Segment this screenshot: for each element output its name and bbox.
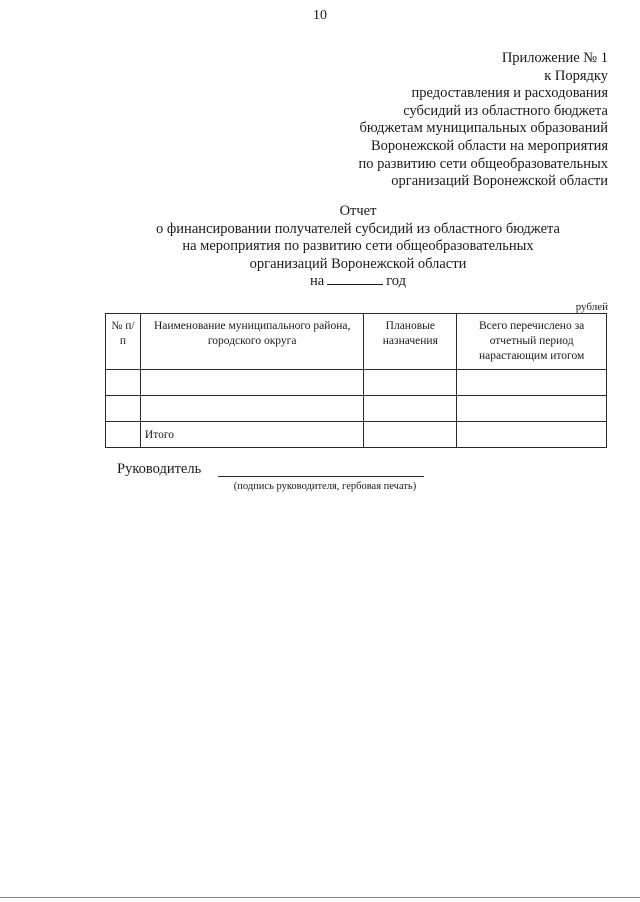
signature-line[interactable] (218, 476, 424, 477)
table-cell[interactable] (140, 396, 363, 422)
table-cell[interactable] (106, 422, 141, 448)
table-cell[interactable] (364, 422, 457, 448)
year-prefix: на (310, 273, 325, 290)
table-cell[interactable] (364, 396, 457, 422)
report-subtitle-line: о финансировании получателей субсидий из областного бюджета (156, 220, 560, 237)
appendix-line: к Порядку (544, 67, 608, 84)
appendix-line: предоставления и расходования (411, 85, 608, 102)
table-row (106, 370, 607, 396)
report-title: Отчет (339, 203, 377, 219)
page-bottom-rule (0, 897, 640, 898)
currency-note: рублей (575, 301, 608, 313)
total-label: Итого (140, 422, 363, 448)
year-suffix: год (386, 273, 406, 290)
signature-caption: (подпись руководителя, гербовая печать) (233, 481, 417, 492)
header-number: № п/п (106, 314, 141, 370)
table-cell[interactable] (140, 370, 363, 396)
appendix-line: Приложение № 1 (501, 50, 608, 66)
table-row (106, 396, 607, 422)
appendix-line: организаций Воронежской области (391, 173, 608, 190)
signature-label: Руководитель (117, 461, 202, 477)
report-subtitle-line: на мероприятия по развитию сети общеобразовательных (182, 238, 534, 255)
appendix-line: бюджетам муниципальных образований (359, 120, 608, 137)
report-table (105, 313, 607, 448)
appendix-line: субсидий из областного бюджета (403, 102, 608, 119)
table-cell[interactable] (457, 422, 607, 448)
report-year-line (0, 273, 640, 291)
page-number: 10 (313, 8, 327, 23)
header-planned: Плановые назначения (364, 314, 457, 370)
table-total-row (106, 422, 607, 448)
header-transferred: Всего перечислено за отчетный период нарастающим итогом (457, 314, 607, 370)
table-cell[interactable] (106, 370, 141, 396)
year-blank[interactable] (327, 273, 383, 285)
appendix-line: по развитию сети общеобразовательных (358, 155, 608, 172)
table-cell[interactable] (106, 396, 141, 422)
table-header-row (106, 314, 607, 370)
report-title-block (0, 203, 640, 291)
table-cell[interactable] (457, 396, 607, 422)
header-municipality: Наименование муниципального района, городского округа (140, 314, 363, 370)
table-cell[interactable] (457, 370, 607, 396)
appendix-line: Воронежской области на мероприятия (371, 137, 608, 154)
table-cell[interactable] (364, 370, 457, 396)
report-subtitle-line: организаций Воронежской области (249, 255, 467, 272)
appendix-block (358, 50, 608, 191)
